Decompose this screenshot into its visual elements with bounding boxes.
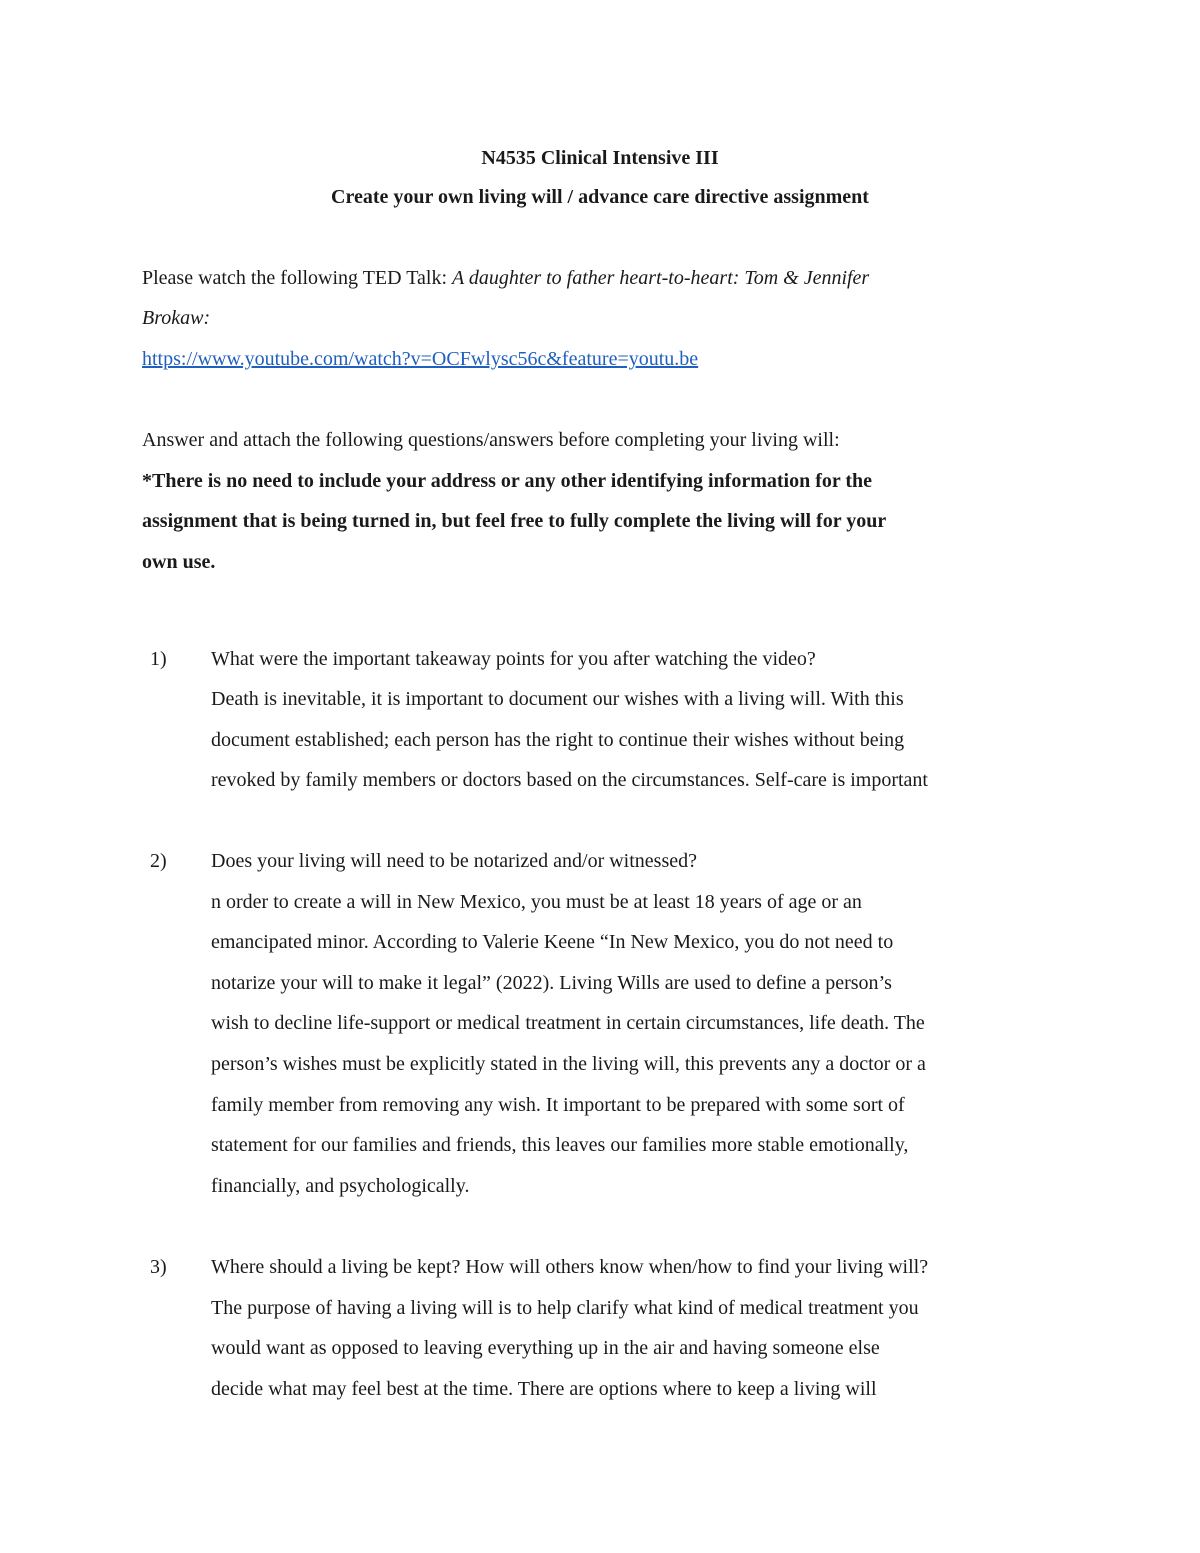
answer-line: Death is inevitable, it is important to document our wishes with a living will. With this xyxy=(211,688,904,710)
answer-line: wish to decline life-support or medical treatment in certain circumstances, life death. The xyxy=(211,1012,925,1034)
question-text: Does your living will need to be notarized and/or witnessed? xyxy=(211,850,697,872)
answer-line: n order to create a will in New Mexico, you must be at least 18 years of age or an xyxy=(211,891,862,913)
answer-line: document established; each person has the right to continue their wishes without being xyxy=(211,729,905,751)
answer-line: decide what may feel best at the time. There are options where to keep a living will xyxy=(211,1378,877,1400)
talk-title: A daughter to father heart-to-heart: Tom & Jennifer xyxy=(452,267,870,289)
question-text: What were the important takeaway points for you after watching the video? xyxy=(211,648,816,670)
note-line: *There is no need to include your address or any other identifying information for the xyxy=(142,470,873,492)
question-text: Where should a living be kept? How will others know when/how to find your living will? xyxy=(211,1256,929,1278)
question-number: 2) xyxy=(150,850,167,872)
note-line: own use. xyxy=(142,551,216,573)
question-number: 3) xyxy=(150,1256,167,1278)
course-title: N4535 Clinical Intensive III xyxy=(481,147,719,169)
answer-line: would want as opposed to leaving everything up in the air and having someone else xyxy=(211,1337,880,1359)
talk-title-continued: Brokaw: xyxy=(142,307,211,329)
answer-line: revoked by family members or doctors based on the circumstances. Self-care is important xyxy=(211,769,928,791)
answer-line: emancipated minor. According to Valerie Keene “In New Mexico, you do not need to xyxy=(211,931,894,953)
intro-watch-text: Please watch the following TED Talk: xyxy=(142,267,453,289)
assignment-title: Create your own living will / advance care directive assignment xyxy=(331,186,869,208)
intro-line xyxy=(142,266,869,290)
note-line: assignment that is being turned in, but feel free to fully complete the living will for your xyxy=(142,510,887,532)
answer-line: family member from removing any wish. It important to be prepared with some sort of xyxy=(211,1094,905,1116)
video-link[interactable]: https://www.youtube.com/watch?v=OCFwlysc56c&feature=youtu.be xyxy=(142,348,699,370)
question-number: 1) xyxy=(150,648,167,670)
video-link-line xyxy=(142,347,698,371)
answer-line: notarize your will to make it legal” (2022). Living Wills are used to define a person’s xyxy=(211,972,892,994)
instructions-text: Answer and attach the following questions/answers before completing your living will: xyxy=(142,429,840,451)
answer-line: financially, and psychologically. xyxy=(211,1175,470,1197)
answer-line: The purpose of having a living will is to help clarify what kind of medical treatment you xyxy=(211,1297,919,1319)
answer-line: person’s wishes must be explicitly stated in the living will, this prevents any a doctor or a xyxy=(211,1053,926,1075)
answer-line: statement for our families and friends, this leaves our families more stable emotionally, xyxy=(211,1134,909,1156)
